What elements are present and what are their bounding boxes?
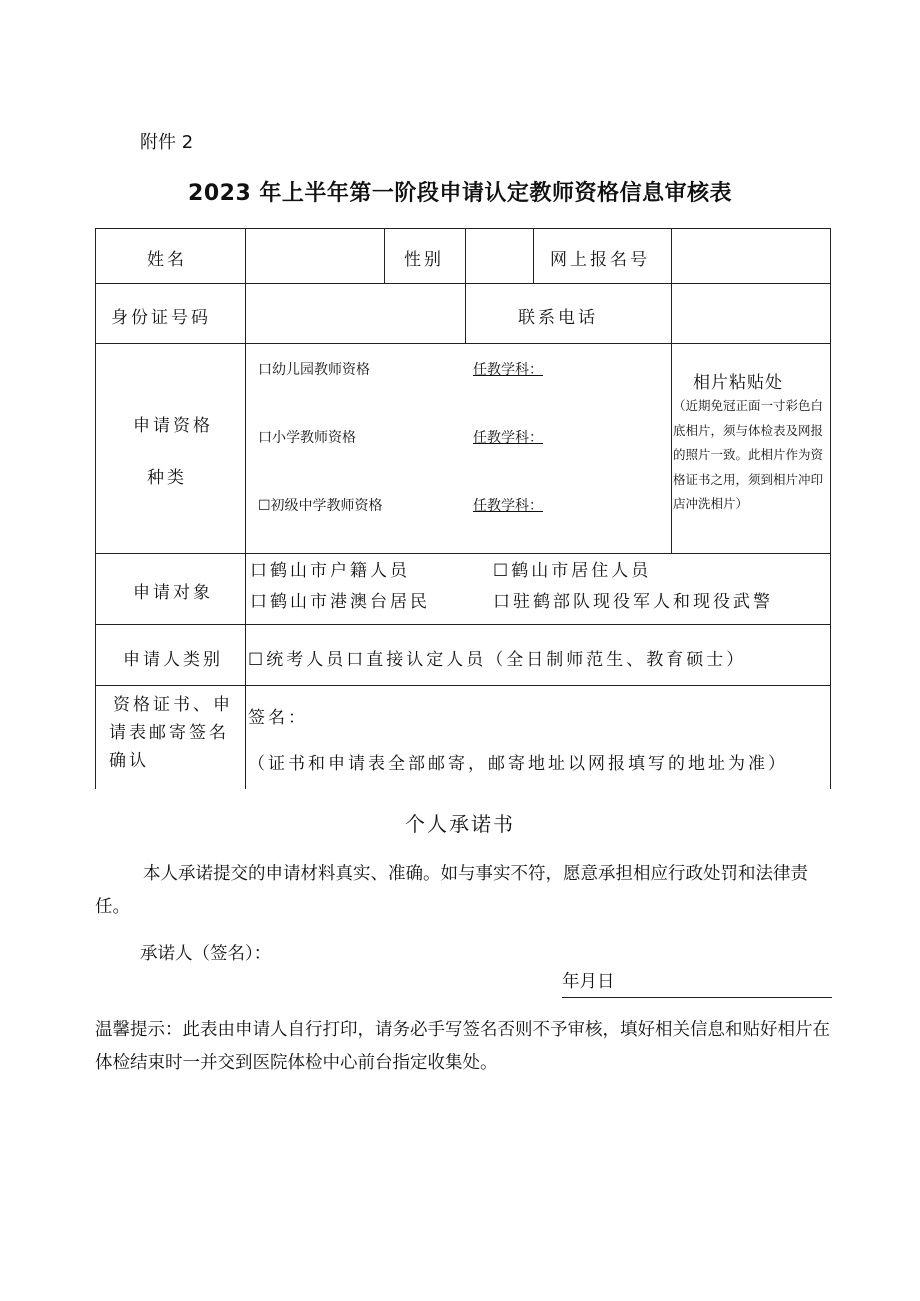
reg-no-label: 网上报名号 xyxy=(550,250,650,270)
phone-label: 联系电话 xyxy=(518,308,598,328)
target-option-living[interactable]: ☐鹤山市居住人员 xyxy=(493,561,652,581)
promise-title: 个人承诺书 xyxy=(405,812,515,836)
category-options[interactable]: ☐统考人员口直接认定人员（全日制师范生、教育硕士） xyxy=(248,650,747,670)
promise-body: 本人承诺提交的申请材料真实、准确。如与事实不符，愿意承担相应行政处罚和法律责任。 xyxy=(95,864,808,917)
warm-tip: 温馨提示：此表由申请人自行打印，请务必手写签名否则不予审核，填好相关信息和贴好相片在体检结束时一并交到医院体检中心前台指定收集处。 xyxy=(95,1020,830,1073)
photo-area-title: 相片粘贴处 xyxy=(693,373,783,393)
mail-label-line1: 资格证书、申 xyxy=(113,695,233,715)
id-label: 身份证号码 xyxy=(111,308,211,328)
promise-date: 年月日 xyxy=(562,968,832,998)
qual-subject-junior-middle: 任教学科： xyxy=(473,498,543,514)
target-option-resident[interactable]: 口鹤山市户籍人员 xyxy=(250,561,410,581)
qual-option-primary[interactable]: 口小学教师资格 xyxy=(258,430,356,446)
qual-option-junior-middle[interactable]: ☐初级中学教师资格 xyxy=(258,498,383,514)
qual-subject-primary: 任教学科： xyxy=(473,430,543,446)
qual-option-kindergarten[interactable]: 口幼儿园教师资格 xyxy=(258,362,370,378)
qual-label-2: 种类 xyxy=(147,468,187,488)
name-label: 姓名 xyxy=(147,250,187,270)
signature-label: 签名： xyxy=(248,708,308,728)
info-table xyxy=(95,228,831,789)
qual-subject-kindergarten: 任教学科： xyxy=(473,362,543,378)
attachment-label: 附件 2 xyxy=(140,132,194,153)
gender-label: 性别 xyxy=(404,250,444,270)
target-option-hmt[interactable]: 口鹤山市港澳台居民 xyxy=(250,592,430,612)
category-label: 申请人类别 xyxy=(123,650,223,670)
mail-label-line2: 请表邮寄签名 xyxy=(109,723,229,743)
photo-area-note: （近期免冠正面一寸彩色白底相片，须与体检表及网报的照片一致。此相片作为资格证书之用，须到相片冲印店冲洗相片） xyxy=(673,398,824,511)
target-option-military[interactable]: 口驻鹤部队现役军人和现役武警 xyxy=(493,592,773,612)
mail-note: （证书和申请表全部邮寄，邮寄地址以网报填写的地址为准） xyxy=(248,754,788,774)
target-label: 申请对象 xyxy=(133,583,213,603)
promise-signer: 承诺人（签名）： xyxy=(140,944,272,964)
mail-label-line3: 确认 xyxy=(109,751,149,771)
form-title: 2023 年上半年第一阶段申请认定教师资格信息审核表 xyxy=(188,181,732,206)
qual-label-1: 申请资格 xyxy=(133,416,213,436)
